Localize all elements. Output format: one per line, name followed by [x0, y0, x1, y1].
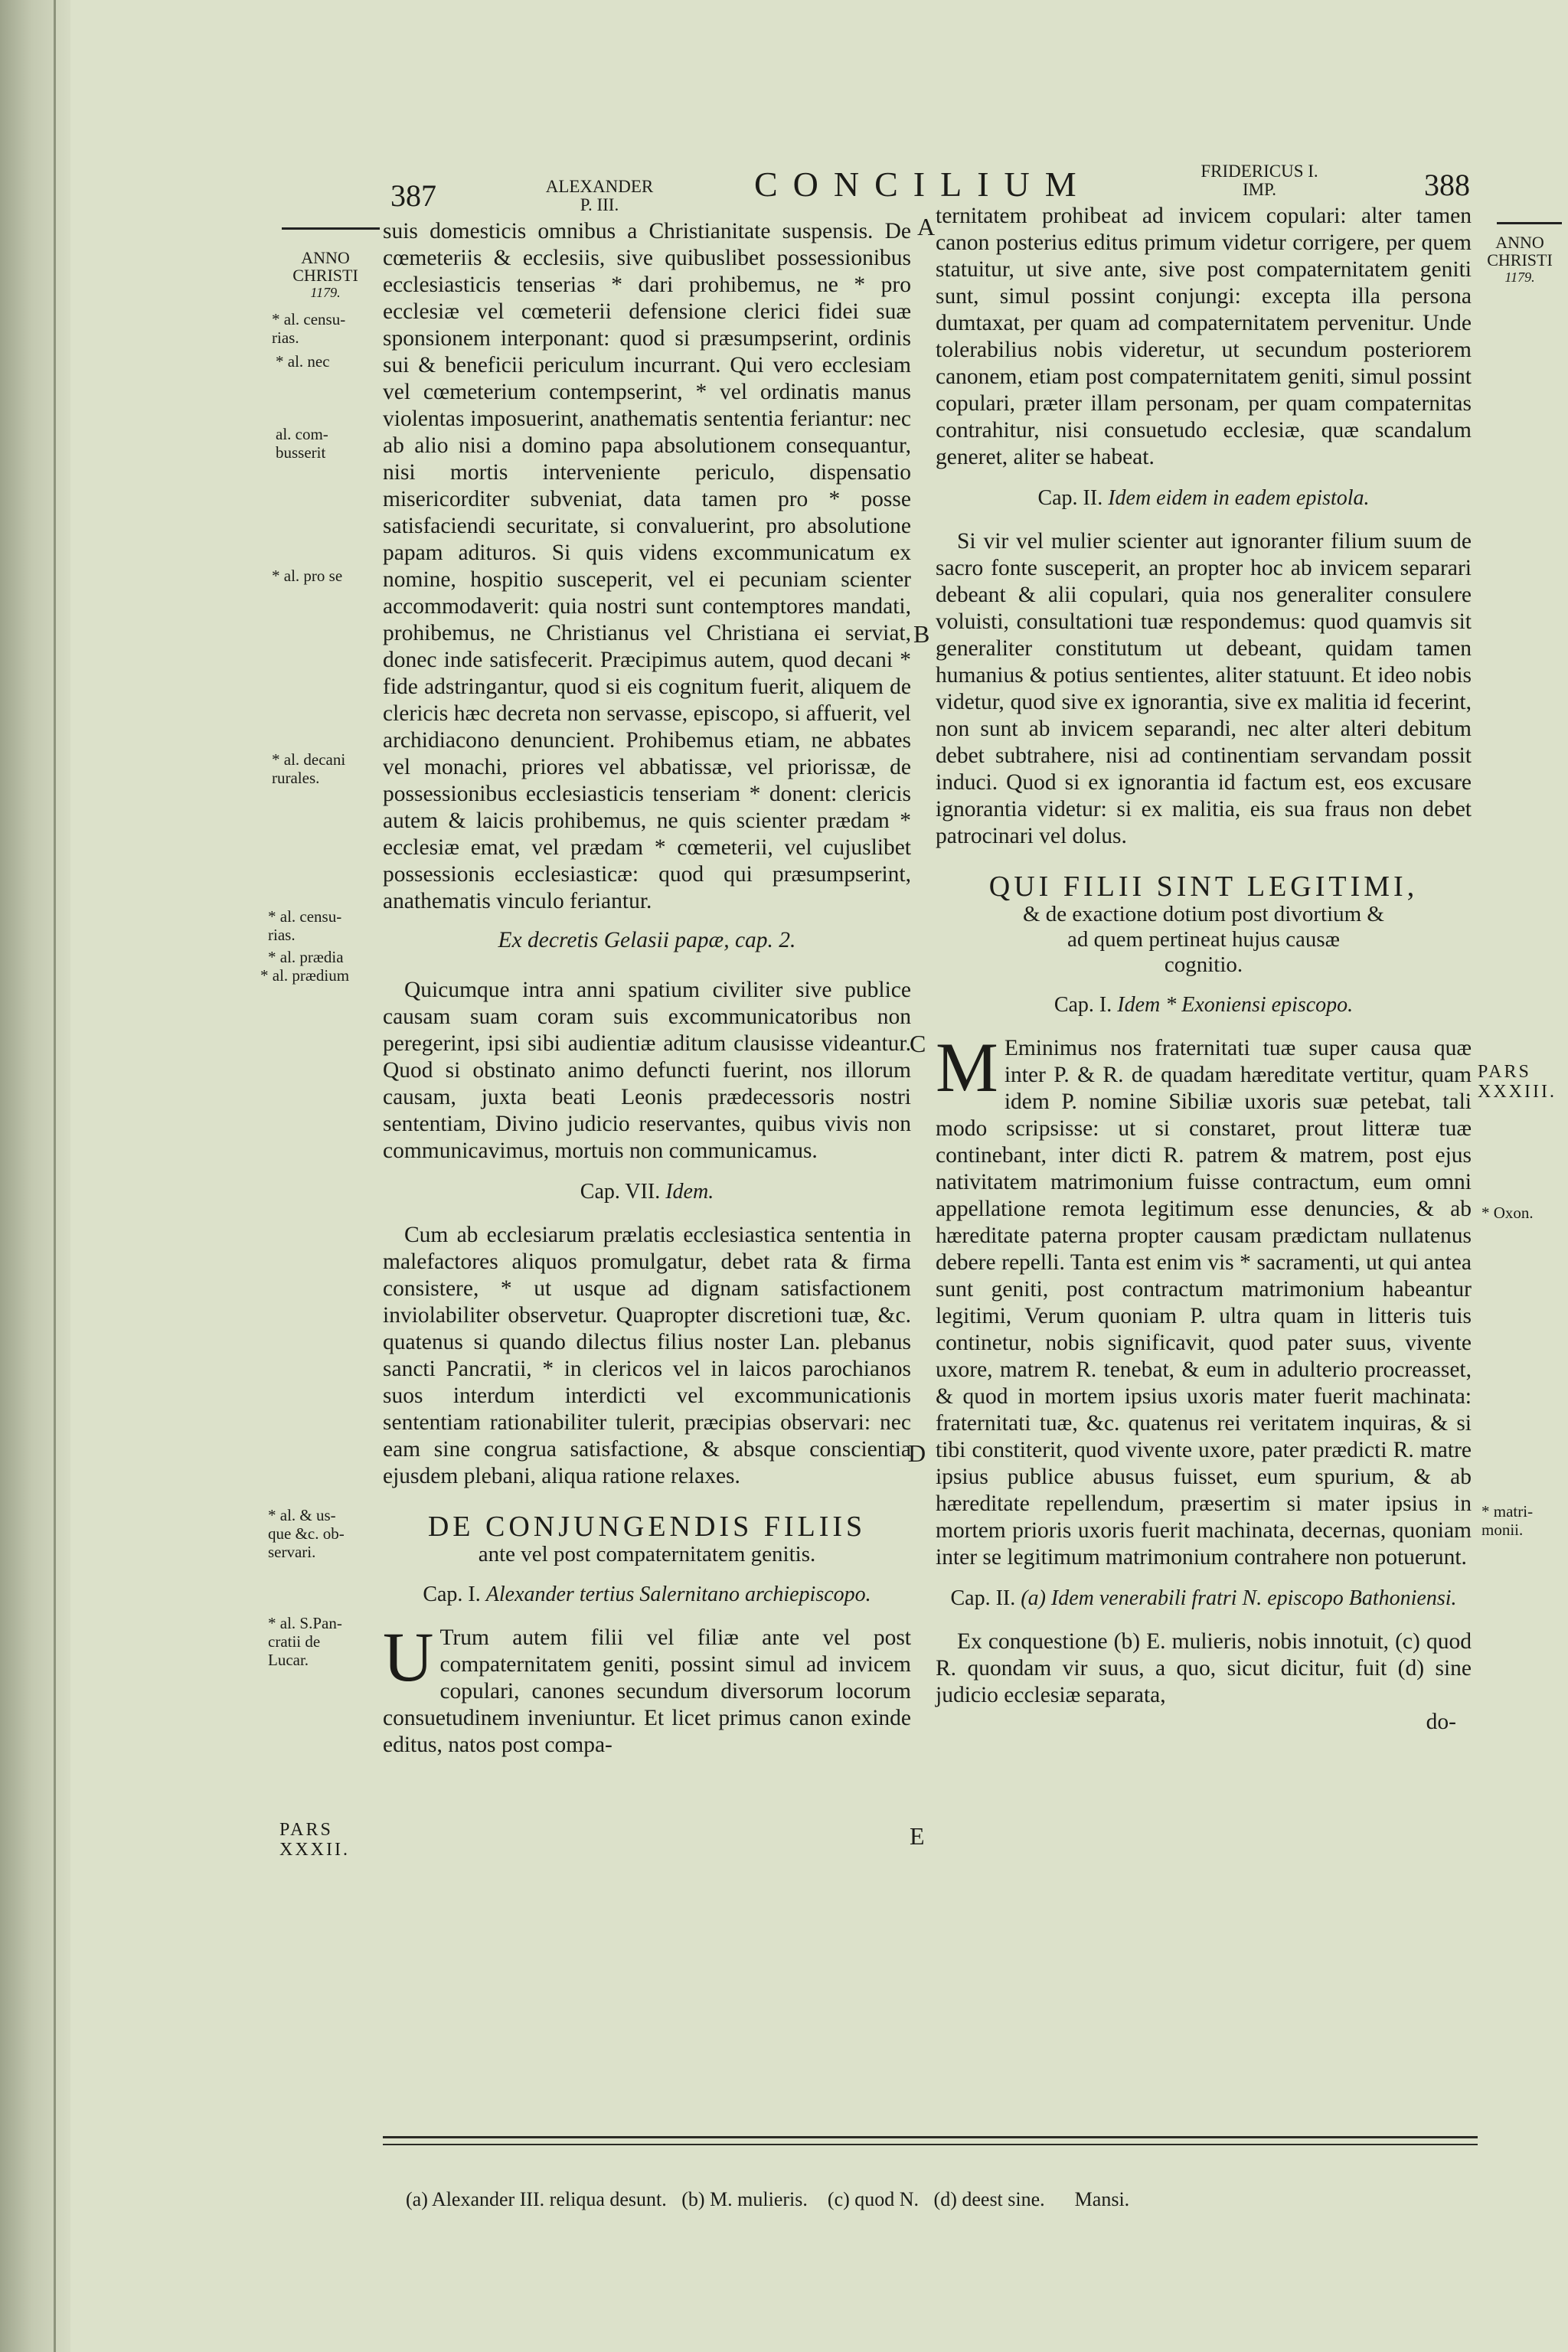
- section-subtitle: ante vel post compaternitatem genitis.: [478, 1542, 816, 1566]
- section-letter-e: E: [910, 1822, 925, 1850]
- chapter-title: Idem eidem in eadem epistola.: [1108, 486, 1370, 510]
- running-head-right-sub: IMP.: [1242, 180, 1277, 199]
- right-column: [936, 203, 1472, 1736]
- pars-xxxiii-marker: [1478, 1062, 1557, 1102]
- year-label: 1179.: [1504, 270, 1535, 285]
- paragraph: [383, 1618, 911, 1759]
- year-label: 1179.: [310, 285, 341, 300]
- section-subtitle: ad quem pertineat hujus causæ: [1067, 927, 1340, 952]
- margin-note: * al. nec: [276, 352, 330, 371]
- page-number-right: 388: [1424, 168, 1470, 202]
- margin-note: * Oxon.: [1481, 1204, 1534, 1222]
- running-head-left: [527, 178, 672, 214]
- footnote-rule: [383, 2144, 1478, 2145]
- section-subtitle: & de exactione dotium post divortium &: [1023, 902, 1384, 926]
- paragraph: suis domesticis omnibus a Christianitate suspensis. De cœmeteriis & ecclesiis, sive quibuslibet possessionibus ecclesiasticis tenserias * dari prohibemus, ne * pro ecclesiæ vel cœmeterii defensione clerici fidei suæ sponsionem interponant: quod si præsumpserint, ordinis sui & beneficii periculum incurrant. Qui vero ecclesiam vel cœmeterium contempserint, * vel ordinatis manus violentas imposuerint, anathematis sententia feriantur: nec ab alio nisi a domino papa absolutionem consequantur, nisi mortis interveniente periculo, dispensatio misericorditer subveniat, data tamen pro * posse satisfaciendi securitate, si convaluerint, pro absolutione papam adituros. Si quis videns excommunicatum ex nomine, hospitio susceperit, vel ei pecuniam scienter accommodaverit: quia nostri sunt contemptores mandati, prohibemus, ne Christianus vel Christiana ei serviat, donec inde satisfecerit. Præcipimus autem, quod decani * fide adstringantur, quod si eis cognitum fuerit, aliquem de clericis hæc decreta non servasse, episcopo, si affuerit, vel archidiacono denuncient. Prohibemus etiam, ne abbates vel monachi, priores vel abbatissæ, vel priorissæ, de possessionibus ecclesiasticis tenseriam * donent: clericis autem & laicis prohibemus, ne quis scienter prædam * ecclesiæ emat, vel prædam * cœmeterii, vel cujuslibet possessionis ecclesiasticæ: quod qui præsumpserint, anathematis vinculo feriantur.: [383, 219, 911, 913]
- paragraph-text: Eminimus nos fraternitati tuæ super causa quæ inter P. & R. de quadam hæreditate vertitur, quam idem P. nomine Sibiliæ uxoris suæ petebat, tali modo scripsisse: ut si constaret, prout litteræ tuæ continebant, inter dicti R. patrem & matrem, post ejus nativitatem matrimonium fuisse contractum, eum omni appellatione remota legitimum esse denuncies, & ab hæreditate paterna propter causam prædictam nullatenus debere repelli. Tanta est enim vis * sacramenti, ut qui antea sunt geniti, post contractum matrimonium habeantur legitimi, Verum quoniam P. ultra quam in litteris tuis continetur, nobis significavit, quod pater suus, vivente uxore, matrem R. tenebat, & eum in adulterio procreasset, & quod in mortem ipsius uxoris mater fuerit machinata: fraternitati tuæ, &c. quatenus rei veritatem inquiras, & si tibi constiterit, quod vivente uxore, pater prædicti R. matre ipsius publice abusus fuisset, eum spurium, & ab hæreditate repellendum, præsertim si mater ipsius in mortem prioris uxoris fuerit machinata, decernas, quoniam inter se legitimum matrimonium contrahere non potuerunt.: [936, 1036, 1472, 1570]
- chapter-label: Cap. II.: [1037, 486, 1103, 510]
- chapter-title: Alexander tertius Salernitano archiepiscopo.: [485, 1583, 871, 1606]
- margin-note: * al. S.Pan- cratii de Lucar.: [268, 1614, 342, 1669]
- margin-note: * al. prædium: [260, 966, 350, 985]
- margin-note: * al. pro se: [272, 567, 343, 585]
- anno-christi-left: [291, 249, 360, 302]
- running-head-left-name: ALEXANDER: [545, 177, 654, 196]
- page-number-left: 387: [390, 178, 436, 213]
- chapter-heading: [383, 1178, 911, 1205]
- drop-cap: M: [936, 1028, 998, 1106]
- chapter-label: Cap. I.: [423, 1583, 481, 1606]
- running-head-right: [1171, 162, 1348, 199]
- chapter-heading: [936, 1585, 1472, 1612]
- footnote-b: (b) M. mulieris.: [681, 2188, 808, 2210]
- section-letter-d: D: [908, 1439, 926, 1467]
- source-citation: Ex decretis Gelasii papæ, cap. 2.: [498, 928, 796, 952]
- footnote-a: (a) Alexander III. reliqua desunt.: [406, 2188, 667, 2210]
- chapter-heading: [383, 1581, 911, 1608]
- chapter-heading: [936, 991, 1472, 1018]
- chapter-title: Idem * Exoniensi episcopo.: [1117, 993, 1354, 1017]
- header-dash-right: [1497, 222, 1562, 224]
- section-title: DE CONJUNGENDIS FILIIS: [427, 1511, 867, 1543]
- margin-note: * al. censu- rias.: [272, 310, 346, 347]
- catchword: do-: [1426, 1710, 1456, 1734]
- paragraph: ternitatem prohibeat ad invicem copulari: alter tamen canon posterius editus primum videtur corrigere, per quem statuitur, ut sive ante, sive post compaternitatem geniti sunt, simul possint conjungi: excepta illa persona dumtaxat, per quam ad compaternitatem pervenitur. Unde tolerabilius nobis videretur, ut secundum posteriorem canonem, etiam post compaternitatem geniti, simul possint copulari, præter illam personam, per quam compaternitas contrahitur, nisi consuetudo ecclesiæ, quæ scandalum generet, aliter se habeat.: [936, 204, 1472, 469]
- binding-edge: [54, 0, 56, 2352]
- pars-number: XXXIII.: [1478, 1082, 1557, 1102]
- footnotes: [406, 2188, 1129, 2211]
- footnote-d: (d) deest sine.: [933, 2188, 1045, 2210]
- section-letter-b: B: [913, 620, 930, 648]
- margin-note: * al. prædia: [268, 948, 344, 966]
- footnote-rule: [383, 2136, 1478, 2138]
- footnote-c: (c) quod N.: [827, 2188, 920, 2210]
- running-head-right-name: FRIDERICUS I.: [1200, 162, 1318, 181]
- margin-note: al. com- busserit: [276, 425, 328, 462]
- paragraph: Ex conquestione (b) E. mulieris, nobis innotuit, (c) quod R. quondam vir suus, a quo, sicut dicitur, fuit (d) sine judicio ecclesiæ separata,: [936, 1629, 1472, 1707]
- margin-note: * al. decani rurales.: [272, 750, 346, 787]
- chapter-label: Cap. II.: [950, 1586, 1016, 1610]
- header-dash-left: [282, 227, 380, 230]
- footnote-source: Mansi.: [1074, 2188, 1130, 2210]
- section-letter-a: A: [917, 213, 936, 240]
- margin-note: * matri- monii.: [1481, 1502, 1534, 1539]
- page-title: CONCILIUM: [754, 165, 1092, 204]
- christi-label: CHRISTI: [1487, 250, 1553, 270]
- anno-christi-right: [1485, 234, 1554, 286]
- pars-label: PARS: [1478, 1062, 1531, 1082]
- section-subtitle: cognitio.: [1164, 952, 1243, 977]
- paragraph: Cum ab ecclesiarum prælatis ecclesiastica sententia in malefactores aliquos promulgatur, debet rata & firma consistere, * ut usque ad dignam satisfactionem inviolabiliter observetur. Quapropter discretioni tuæ, &c. quatenus si quando dilectus filius noster Lan. plebanus sancti Pancratii, * in clericos vel in laicos parochianos suos interdum interdicti vel excommunicationis sententiam rationabiliter tulerit, præcipias observari: nec eam sine congrua satisfactione, & absque conscientia ejusdem plebani, aliqua ratione relaxes.: [383, 1223, 911, 1488]
- chapter-heading: [936, 485, 1472, 511]
- chapter-title: Idem.: [665, 1180, 714, 1204]
- chapter-label: Cap. I.: [1054, 993, 1112, 1017]
- book-binding-gutter: [0, 0, 70, 2352]
- paragraph: Quicumque intra anni spatium civiliter sive publice causam suam coram suis excommunicatoribus non peregerint, ipsi sibi audientiæ aditum clausisse videantur. Quod si obstinato animo defuncti fuerint, nos illorum causam, juxta beati Leonis prædecessoris nostri sententiam, Divino judicio reservantes, quibus vivis non communicavimus, mortuis non communicamus.: [383, 978, 911, 1163]
- christi-label: CHRISTI: [292, 266, 358, 285]
- paragraph: Si vir vel mulier scienter aut ignoranter filium suum de sacro fonte susceperit, an propter hoc ab invicem separari debeant & alii copulari, quia nos generaliter consulere voluisti, consultationi tuæ respondemus: quod quamvis sit generaliter constitutum ut debeant, quidam tamen humanius & potius sentientes, aliter statuunt. Et ideo nobis videtur, quod sive ex ignorantia, sive ex malitia id fecerint, non sunt ab invicem separandi, nec alter alteri debitum debet subtrahere, nisi ad continentiam servandam possit induci. Quod si ex ignorantia id factum est, eos excusare ignorantia videtur: si ex malitia, eis sua fraus non debet patrocinari vel dolus.: [936, 529, 1472, 848]
- paragraph-text: Trum autem filii vel filiæ ante vel post compaternitatem geniti, possint simul ad invicem copulari, canones secundum diversorum locorum consuetudinem inveniuntur. Et licet primus canon exinde editus, natos post compa-: [383, 1625, 911, 1757]
- drop-cap: U: [383, 1618, 434, 1696]
- pars-number: XXXII.: [279, 1840, 350, 1860]
- pars-label: PARS: [279, 1820, 333, 1840]
- chapter-title: (a) Idem venerabili fratri N. episcopo Bathoniensi.: [1021, 1586, 1457, 1610]
- margin-note: * al. & us- que &c. ob- servari.: [268, 1506, 345, 1561]
- left-column: [383, 218, 911, 1759]
- anno-label: ANNO: [301, 248, 350, 267]
- chapter-label: Cap. VII.: [580, 1180, 661, 1204]
- running-head-left-sub: P. III.: [580, 195, 619, 214]
- section-title: QUI FILII SINT LEGITIMI,: [988, 871, 1419, 903]
- anno-label: ANNO: [1495, 233, 1544, 252]
- pars-xxxii-marker: [279, 1820, 350, 1860]
- section-letter-c: C: [910, 1030, 926, 1057]
- paragraph: [936, 1028, 1472, 1571]
- margin-note: * al. censu- rias.: [268, 907, 342, 944]
